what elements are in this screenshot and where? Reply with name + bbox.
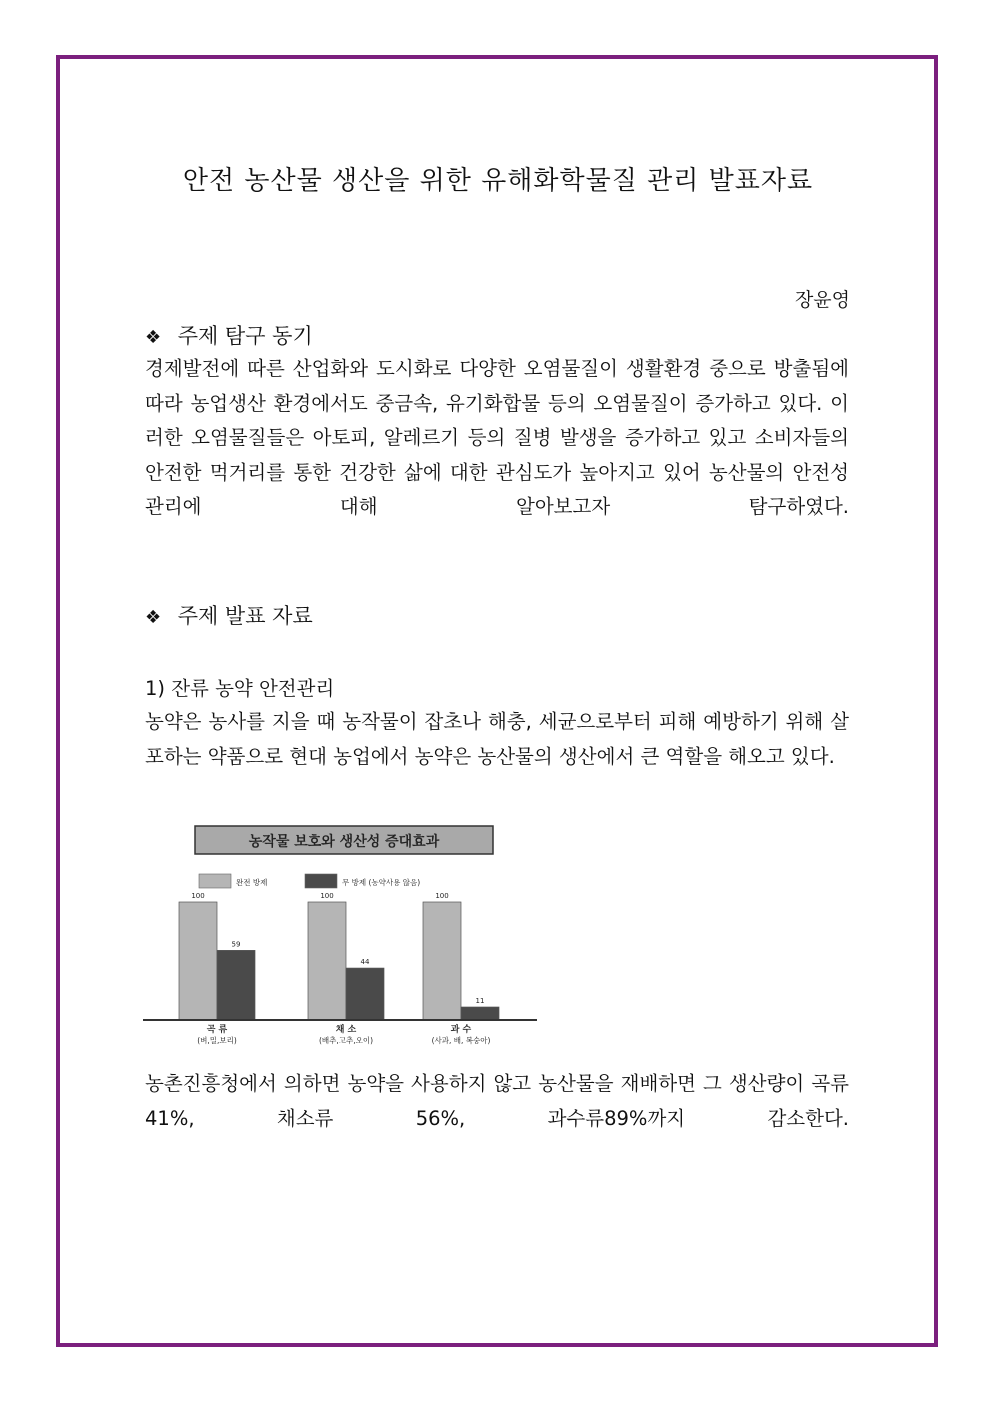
bar-value-label: 59 (231, 940, 241, 949)
yield-text: 농촌진흥청에서 의하면 농약을 사용하지 않고 농산물을 재배하면 그 생산량이 곡류41%, 채소류 56%, 과수류89%까지 감소한다. (145, 1072, 849, 1130)
bar-value-label: 100 (191, 892, 205, 900)
diamond-bullet-icon: ❖ (145, 607, 162, 628)
section-heading-motivation (145, 320, 313, 350)
bar-value-label: 100 (320, 892, 334, 900)
legend-swatch (305, 874, 337, 888)
sub-heading: 1) 잔류 농약 안전관리 (145, 677, 335, 700)
chart-title: 농작물 보호와 생산성 증대효과 (248, 834, 440, 850)
page-border (56, 55, 938, 1347)
category-label: 채 소 (335, 1025, 357, 1035)
bar (346, 968, 384, 1020)
section-heading-label: 주제 발표 자료 (177, 604, 313, 628)
bar (308, 902, 346, 1020)
bar-value-label: 100 (435, 892, 449, 900)
motivation-text: 경제발전에 따른 산업화와 도시화로 다양한 오염물질이 생활환경 중으로 방출됨에 따라 농업생산 환경에서도 중금속, 유기화합물 등의 오염물질이 증가하고 있다. 이러한 오염물질들은 아토피, 알레르기 등의 질병 발생을 증가하고 있고 소비자들의 안전한 먹거리를 통한 건강한 삶에 대한 관심도가 높아지고 있어 농산물의 안전성 관리에 대해 알아보고자 탐구하였다. (145, 357, 849, 518)
section-heading-label: 주제 탐구 동기 (177, 324, 313, 348)
author-name: 장윤영 (794, 289, 850, 311)
bar (423, 902, 461, 1020)
category-detail-label: (배추,고추,오이) (318, 1036, 374, 1045)
category-detail-label: (벼,밀,보리) (197, 1036, 237, 1045)
section-heading-presentation (145, 600, 313, 630)
legend-label: 무 방제 (농약사용 않음) (342, 878, 421, 887)
category-label: 곡 류 (206, 1025, 228, 1035)
bar (179, 902, 217, 1020)
productivity-bar-chart (143, 822, 539, 1048)
bar (461, 1007, 499, 1020)
bar-value-label: 11 (475, 997, 485, 1006)
category-detail-label: (사과, 배, 복숭아) (431, 1036, 491, 1045)
legend-swatch (199, 874, 231, 888)
bar-value-label: 44 (360, 958, 370, 967)
document-title: 안전 농산물 생산을 위한 유해화학물질 관리 발표자료 (182, 166, 814, 196)
diamond-bullet-icon: ❖ (145, 327, 162, 348)
motivation-paragraph (145, 352, 849, 525)
pesticide-paragraph (145, 705, 849, 774)
bar (217, 950, 255, 1020)
yield-paragraph (145, 1067, 849, 1136)
legend-label: 완전 방제 (236, 878, 268, 887)
category-label: 과 수 (450, 1025, 472, 1035)
pesticide-text: 농약은 농사를 지을 때 농작물이 잡초나 해충, 세균으로부터 피해 예방하기 위해 살포하는 약품으로 현대 농업에서 농약은 농산물의 생산에서 큰 역할을 해오고 있다. (145, 710, 849, 768)
